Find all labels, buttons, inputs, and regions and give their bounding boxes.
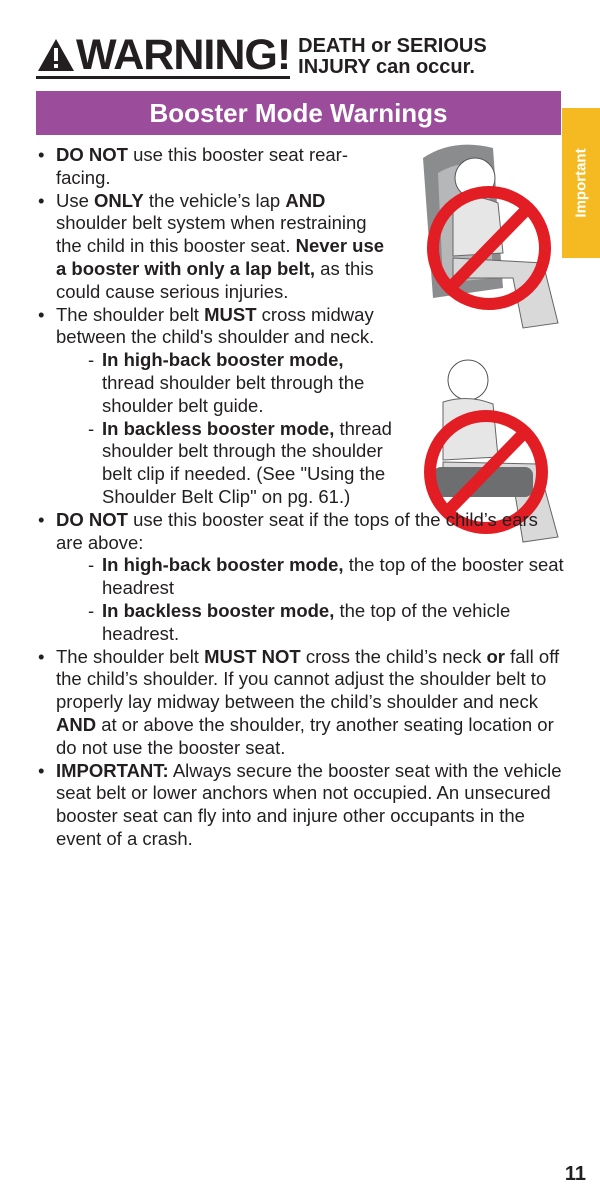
emphasis-text: MUST — [204, 303, 257, 325]
emphasis-text: MUST NOT — [204, 645, 301, 667]
warning-triangle-icon — [36, 37, 76, 73]
body-text: as this could cause serious injuries. — [56, 257, 374, 302]
body-text: Use — [56, 189, 95, 211]
body-text: cross the child’s neck — [300, 645, 487, 667]
body-text: the vehicle’s lap — [143, 189, 286, 211]
emphasis-text: In high-back booster mode, — [102, 554, 344, 576]
emphasis-text: IMPORTANT: — [56, 759, 169, 781]
emphasis-text: DO NOT — [56, 144, 128, 165]
body-text: at or above the shoulder, try another seating location or do not use the booster seat. — [56, 713, 554, 758]
body-text: The shoulder belt — [56, 645, 205, 667]
emphasis-text: AND — [285, 189, 326, 211]
body-text: fall off the child’s shoulder. If you cannot adjust the shoulder belt to properly lay midway between the child’s shoulder and neck — [56, 645, 560, 713]
emphasis-text: Never use a booster with only a lap belt, — [56, 235, 385, 279]
emphasis-text: In backless booster mode, — [102, 417, 335, 439]
sub-list — [56, 554, 565, 645]
warning-word: WARNING! — [76, 31, 291, 79]
warning-sub-line2: INJURY can occur. — [298, 55, 475, 78]
side-tab — [562, 108, 600, 258]
sub-item — [84, 418, 393, 509]
upper-list — [38, 144, 393, 509]
emphasis-text: or — [486, 645, 505, 667]
warning-sub-line1: DEATH or SERIOUS — [298, 34, 487, 57]
warning-item — [38, 304, 393, 509]
highback-booster-prohibited-illustration — [393, 138, 565, 334]
body-text: the top of the vehicle headrest. — [102, 599, 511, 644]
body-text: shoulder belt system when restraining the child in this booster seat. — [56, 212, 367, 257]
emphasis-text: DO NOT — [56, 508, 128, 530]
emphasis-text: In backless booster mode, — [102, 599, 335, 621]
body-text: cross midway between the child's shoulder and neck. — [56, 303, 375, 348]
warning-item — [38, 509, 565, 646]
emphasis-text: ONLY — [94, 189, 144, 211]
body-text: use this booster seat rear-facing. — [56, 144, 349, 188]
side-tab-label: Important — [572, 148, 590, 218]
sub-list — [56, 349, 393, 509]
warning-item — [38, 190, 393, 304]
body-text: Always secure the booster seat with the vehicle seat belt or lower anchors when not occupied. An unsecured booster seat can fly into and injure other occupants in the event of a crash. — [56, 759, 562, 849]
lower-list — [38, 509, 565, 851]
emphasis-text: AND — [56, 713, 97, 735]
body-text: thread shoulder belt through the shoulder belt guide. — [102, 371, 365, 416]
body-text: use this booster seat if the tops of the child’s ears are above: — [56, 508, 538, 553]
sub-item — [84, 600, 565, 646]
warning-item — [38, 144, 393, 190]
warning-header — [36, 31, 487, 79]
warning-item — [38, 646, 565, 760]
sub-item — [84, 554, 565, 600]
warning-content — [38, 144, 565, 851]
section-title: Booster Mode Warnings — [36, 91, 561, 135]
body-text: thread shoulder belt through the shoulder belt clip if needed. (See "Using the Shoulder Belt Clip" on pg. 61.) — [102, 417, 392, 507]
body-text: The shoulder belt — [56, 303, 205, 325]
body-text: the top of the booster seat headrest — [102, 554, 564, 599]
emphasis-text: In high-back booster mode, — [102, 349, 344, 371]
page-number: 11 — [564, 1163, 586, 1185]
warning-item — [38, 760, 565, 851]
sub-item — [84, 349, 393, 417]
